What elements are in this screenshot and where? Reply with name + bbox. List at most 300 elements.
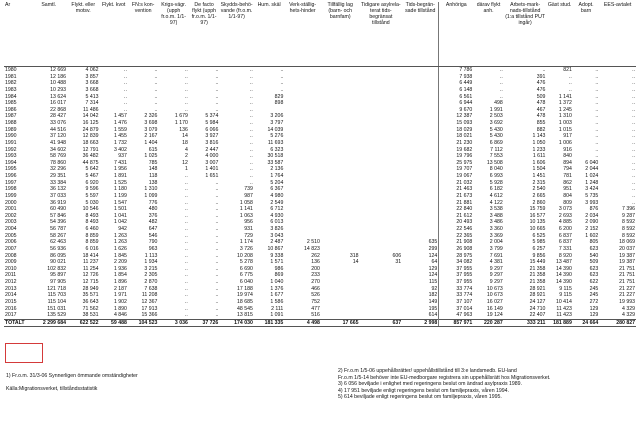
value-cell: 6 993 [489, 173, 503, 179]
value-cell: 21 032 [439, 180, 474, 187]
value-cell [321, 87, 360, 94]
value-cell [360, 292, 403, 299]
value-cell [284, 100, 321, 107]
value-cell [284, 166, 321, 173]
value-cell: 30 518 [267, 153, 284, 160]
value-cell: 2 487 [270, 239, 284, 246]
value-cell: 115 703 [47, 292, 66, 299]
value-cell [360, 180, 403, 187]
value-cell: .. [249, 100, 253, 107]
value-cell: 56 936 [50, 245, 66, 252]
value-cell: 391 [536, 73, 546, 80]
value-cell: 526 [311, 292, 320, 299]
value-cell [402, 213, 439, 220]
value-cell: 4 980 [270, 192, 284, 199]
value-cell: 20 493 [439, 219, 474, 226]
value-cell: 25 975 [439, 160, 474, 167]
value-cell: .. [499, 93, 503, 100]
value-cell: 2 549 [270, 199, 284, 206]
value-cell: .. [184, 67, 188, 73]
value-cell: .. [249, 106, 253, 113]
value-cell [360, 266, 403, 273]
value-cell: .. [249, 113, 253, 120]
value-cell: 299 [428, 245, 438, 252]
value-cell: 6 040 [585, 159, 599, 166]
value-cell [360, 80, 403, 87]
value-cell: 6 525 [532, 232, 546, 239]
table-row [4, 213, 636, 220]
table-row [4, 133, 636, 140]
value-cell: .. [595, 86, 599, 93]
value-cell [360, 140, 403, 147]
value-cell: .. [184, 298, 188, 305]
table-row [4, 186, 636, 193]
value-cell: 2 315 [532, 179, 546, 186]
value-cell: .. [499, 86, 503, 93]
value-cell [360, 286, 403, 293]
value-cell: 1 451 [532, 173, 546, 179]
value-cell: 33 774 [439, 292, 474, 299]
total-value: 174 030 [219, 319, 254, 327]
value-cell: 986 [274, 265, 284, 272]
year-cell: 2003 [5, 219, 17, 226]
value-cell: 1 [184, 166, 188, 173]
value-cell: .. [184, 179, 188, 186]
value-cell: .. [249, 120, 253, 126]
total-value: 622 522 [67, 319, 100, 327]
value-cell: 9 856 [532, 252, 546, 259]
value-cell: 1 891 [113, 173, 127, 179]
value-cell: 9 287 [622, 212, 635, 219]
value-cell: 318 [349, 252, 359, 259]
table-row [4, 67, 636, 74]
year-cell: 1982 [5, 80, 17, 87]
column-header-4: FN:s kon-vention [128, 2, 158, 67]
value-cell: 262 [311, 252, 320, 259]
table-row [4, 219, 636, 226]
value-cell [284, 80, 321, 87]
value-cell [284, 200, 321, 207]
value-cell: 3 206 [270, 113, 284, 120]
value-cell: 1 764 [270, 173, 284, 179]
value-cell: 11 254 [83, 265, 99, 272]
value-cell: 6 920 [85, 179, 99, 186]
value-cell [284, 127, 321, 134]
value-cell: .. [280, 86, 284, 93]
value-cell: 1 233 [532, 146, 546, 153]
value-cell: 829 [274, 93, 284, 100]
value-cell: 86 095 [50, 252, 66, 259]
total-value: 280 827 [599, 319, 636, 327]
value-cell: 37 955 [439, 266, 474, 273]
value-cell: .. [184, 192, 188, 199]
value-cell: 862 [563, 179, 572, 186]
value-cell: 2 111 [271, 305, 284, 312]
value-cell [402, 173, 439, 180]
value-cell: .. [154, 67, 158, 73]
value-cell: 2 326 [144, 113, 158, 120]
value-cell [321, 160, 360, 167]
value-cell: 21 463 [439, 186, 474, 193]
value-cell: 3 692 [489, 120, 503, 126]
value-cell: 1 602 [585, 232, 599, 239]
value-cell: 95 897 [50, 272, 66, 279]
value-cell [284, 67, 321, 74]
value-cell: 8 040 [489, 166, 503, 173]
value-cell: 8 859 [85, 232, 99, 239]
value-cell: .. [154, 100, 158, 107]
value-cell: 1 732 [113, 139, 127, 146]
value-cell: 3 369 [489, 232, 503, 239]
value-cell [402, 186, 439, 193]
value-cell: .. [542, 67, 546, 73]
value-cell: 35 571 [82, 292, 99, 299]
value-cell: 48 545 [236, 305, 253, 312]
value-cell [321, 312, 360, 319]
table-row [4, 87, 636, 94]
value-cell: 5 413 [85, 93, 99, 100]
table-row [4, 113, 636, 120]
value-cell: .. [184, 312, 188, 319]
value-cell: 245 [589, 285, 599, 292]
value-cell: 22 546 [439, 226, 474, 233]
value-cell: 623 [589, 272, 599, 279]
table-row [4, 166, 636, 173]
value-cell [402, 80, 439, 87]
column-header-3: Flykt. kvot [99, 2, 127, 67]
total-value: 220 287 [473, 319, 503, 327]
value-cell: 7 938 [439, 74, 474, 81]
value-cell [321, 292, 360, 299]
value-cell: 1 376 [270, 285, 284, 292]
value-cell: 7 331 [558, 245, 572, 252]
value-cell: 478 [536, 100, 546, 107]
value-cell: 5 278 [239, 259, 253, 266]
value-cell: 2 136 [270, 166, 284, 173]
value-cell: 37 014 [439, 306, 474, 313]
year-cell: 1987 [5, 113, 17, 120]
value-cell: 21 227 [619, 292, 635, 299]
value-cell: 809 [563, 199, 572, 206]
value-cell: 956 [244, 219, 253, 226]
value-cell: .. [184, 226, 188, 232]
year-cell: 2014 [5, 292, 17, 299]
value-cell [402, 120, 439, 127]
value-cell: 12 726 [82, 272, 99, 279]
year-cell: 2008 [5, 252, 17, 259]
value-cell: 18 021 [439, 133, 474, 140]
value-cell: .. [184, 173, 188, 179]
value-cell: 11 693 [267, 139, 284, 146]
value-cell: .. [595, 67, 599, 73]
value-cell [284, 140, 321, 147]
table-row [4, 80, 636, 87]
value-cell: .. [184, 279, 188, 285]
value-cell [321, 279, 360, 286]
value-cell: .. [249, 126, 253, 133]
value-cell [402, 226, 439, 233]
column-header-12: Tids-begrän-sade tillstånd [402, 2, 439, 67]
total-value: 59 488 [99, 319, 127, 327]
value-cell: 19 124 [486, 312, 503, 319]
value-cell: 1 024 [585, 173, 599, 179]
value-cell [284, 107, 321, 114]
value-cell: .. [215, 219, 219, 226]
value-cell: 19 707 [439, 166, 474, 173]
value-cell: 9 115 [559, 285, 572, 292]
value-cell: .. [184, 292, 188, 299]
value-cell: .. [632, 179, 635, 186]
value-cell [360, 213, 403, 220]
value-cell: 3 043 [270, 232, 284, 239]
value-cell: 6 200 [558, 226, 572, 232]
value-cell: 1 626 [113, 245, 127, 252]
value-cell: 12 367 [141, 298, 158, 305]
value-cell [321, 239, 360, 246]
table-row [4, 127, 636, 134]
value-cell: 29 351 [50, 173, 66, 179]
value-cell: .. [184, 232, 188, 239]
value-cell: 2 665 [532, 192, 546, 199]
value-cell: .. [595, 93, 599, 100]
year-cell: 1986 [5, 106, 17, 113]
value-cell: 33 076 [50, 120, 66, 126]
value-cell: .. [632, 199, 635, 206]
table-row [4, 259, 636, 266]
value-cell: .. [154, 73, 158, 80]
value-cell: 6 775 [239, 272, 253, 279]
value-cell: .. [249, 86, 253, 93]
value-cell: 11 423 [556, 305, 572, 312]
value-cell [321, 266, 360, 273]
value-cell: 1 586 [270, 298, 284, 305]
value-cell: 129 [428, 265, 438, 272]
table-row [4, 226, 636, 233]
value-cell: 36 482 [82, 153, 99, 160]
value-cell: 1 040 [270, 279, 284, 285]
value-cell: 18 685 [236, 298, 253, 305]
value-cell: 37 955 [439, 279, 474, 286]
value-cell [321, 100, 360, 107]
value-cell [284, 94, 321, 101]
value-cell: .. [215, 80, 219, 87]
value-cell: 58 769 [50, 153, 66, 160]
value-cell: .. [568, 73, 572, 80]
value-cell: 37 107 [439, 299, 474, 306]
value-cell: .. [184, 186, 188, 193]
value-cell: 6 367 [270, 186, 284, 193]
value-cell: .. [280, 73, 284, 80]
value-cell: 6 690 [239, 265, 253, 272]
value-cell: 9 297 [489, 265, 503, 272]
value-cell: 1 063 [239, 212, 253, 219]
value-cell: 22 868 [50, 106, 66, 113]
year-cell: 1983 [5, 86, 17, 93]
value-cell: 10 867 [267, 245, 284, 252]
value-cell: 4 062 [85, 67, 99, 73]
value-cell: .. [124, 67, 127, 73]
value-cell: .. [632, 186, 635, 193]
value-cell [284, 186, 321, 193]
value-cell: 20 037 [619, 245, 635, 252]
value-cell [321, 80, 360, 87]
column-header-15: Arbets-mark-nads-tillstånd (1:a tillstånd PUT ingår) [504, 2, 547, 67]
column-header-13: Anhöriga [439, 2, 474, 67]
value-cell: 151 031 [47, 305, 66, 312]
value-cell: .. [249, 139, 253, 146]
value-cell: 1 547 [113, 199, 127, 206]
value-cell: 37 955 [439, 272, 474, 279]
value-cell [402, 67, 439, 74]
value-cell: 5 204 [270, 179, 284, 186]
value-cell: 33 384 [50, 179, 66, 186]
value-cell: 2 870 [144, 279, 158, 285]
value-cell: 623 [589, 265, 599, 272]
value-cell: 10 488 [50, 80, 66, 87]
value-cell: 36 919 [50, 199, 66, 206]
value-cell: 2 090 [585, 219, 599, 226]
value-cell [321, 74, 360, 81]
value-cell: 12 [182, 159, 188, 166]
value-cell: 6 837 [558, 239, 572, 246]
value-cell: .. [249, 153, 253, 160]
value-cell: 56 787 [50, 226, 66, 232]
value-cell: 12 839 [82, 133, 99, 140]
value-cell: 272 [589, 298, 599, 305]
total-row [4, 319, 636, 327]
value-cell [321, 186, 360, 193]
value-cell [360, 299, 403, 306]
value-cell: .. [124, 73, 127, 80]
value-cell: 1 310 [144, 186, 158, 193]
column-header-16: Gäst stud. [546, 2, 572, 67]
value-cell: .. [595, 139, 599, 146]
value-cell [321, 133, 360, 140]
value-cell: 38 531 [82, 312, 99, 319]
value-cell: 5 985 [532, 239, 546, 246]
value-cell: .. [499, 73, 503, 80]
value-cell: 467 [536, 106, 546, 113]
value-cell: 3 668 [85, 86, 99, 93]
value-cell [360, 306, 403, 313]
year-cell: 1981 [5, 73, 17, 80]
value-cell: .. [215, 305, 219, 312]
value-cell: .. [249, 80, 253, 87]
value-cell: 476 [536, 86, 546, 93]
year-cell: 1998 [5, 186, 17, 193]
value-cell: 1 263 [113, 239, 127, 246]
value-cell: 21 751 [619, 265, 635, 272]
value-cell [321, 147, 360, 154]
value-cell [360, 133, 403, 140]
value-cell: .. [249, 133, 253, 140]
value-cell: 821 [563, 67, 572, 73]
value-cell: 498 [494, 100, 503, 107]
value-cell [360, 153, 403, 160]
value-cell: .. [215, 206, 219, 213]
value-cell: 33 587 [267, 159, 284, 166]
value-cell: 1 006 [558, 139, 572, 146]
value-cell: 876 [589, 206, 599, 213]
value-cell [284, 147, 321, 154]
value-cell: .. [154, 106, 158, 113]
year-cell: 2002 [5, 212, 17, 219]
value-cell: 2 004 [489, 239, 503, 246]
value-cell [360, 74, 403, 81]
value-cell: 21 358 [529, 279, 546, 285]
value-cell: 2 693 [558, 212, 572, 219]
value-cell: 739 [244, 186, 253, 193]
value-cell: 1 854 [113, 272, 127, 279]
value-cell [254, 107, 284, 114]
value-cell: 1 170 [174, 120, 188, 126]
value-cell: 1 991 [489, 106, 503, 113]
value-cell: 60 490 [50, 206, 66, 213]
value-cell: 14 042 [82, 113, 99, 120]
value-cell: 622 [589, 279, 599, 285]
value-cell: .. [184, 93, 188, 100]
table-row [4, 266, 636, 273]
year-cell: 2010 [5, 265, 17, 272]
value-cell [402, 87, 439, 94]
value-cell: 855 [536, 120, 546, 126]
value-cell: .. [124, 86, 127, 93]
value-cell [321, 233, 360, 240]
value-cell: 917 [563, 133, 572, 140]
value-cell: 36 643 [82, 298, 99, 305]
value-cell: 115 [428, 279, 438, 285]
value-cell: 1 404 [144, 139, 158, 146]
footnote-1: 1) Fr.o.m. 31/3-06 Synnerligen ömmande omständigheter [6, 373, 138, 379]
value-cell: 2 187 [113, 285, 127, 292]
value-cell: .. [215, 259, 219, 266]
value-cell: .. [215, 292, 219, 299]
value-cell: 614 [428, 312, 438, 319]
value-cell: 3 360 [489, 226, 503, 232]
value-cell [321, 113, 360, 120]
value-cell: 28 921 [529, 292, 546, 299]
value-cell: 3 797 [270, 120, 284, 126]
year-cell: 1988 [5, 120, 17, 126]
value-cell: 62 463 [50, 239, 66, 246]
value-cell: 182 [428, 292, 438, 299]
value-cell: 1 651 [205, 173, 219, 179]
value-cell: 3 927 [205, 133, 219, 140]
column-header-5: Krigs-vägr. (upph fr.o.m. 1/1-97) [158, 2, 188, 67]
column-header-14: därav flykt anh. [473, 2, 503, 67]
footnotes-right [338, 368, 551, 401]
total-value: 4 498 [284, 319, 321, 327]
value-cell: .. [215, 245, 219, 252]
year-cell: 2007 [5, 245, 17, 252]
value-cell: 44 516 [50, 126, 66, 133]
year-cell: 1997 [5, 179, 17, 186]
value-cell: 1 677 [270, 292, 284, 299]
value-cell: 11 486 [83, 106, 99, 113]
value-cell: 21 751 [619, 279, 635, 285]
value-cell: 894 [563, 159, 572, 166]
value-cell: .. [215, 212, 219, 219]
value-cell [360, 100, 403, 107]
value-cell: 6 837 [558, 232, 572, 239]
value-cell: 8 493 [85, 212, 99, 219]
value-cell: .. [184, 199, 188, 206]
value-cell: 1 571 [270, 259, 284, 266]
value-cell [360, 272, 403, 279]
table-header-row [4, 2, 636, 67]
table-row [4, 107, 636, 114]
value-cell: 245 [589, 292, 599, 299]
